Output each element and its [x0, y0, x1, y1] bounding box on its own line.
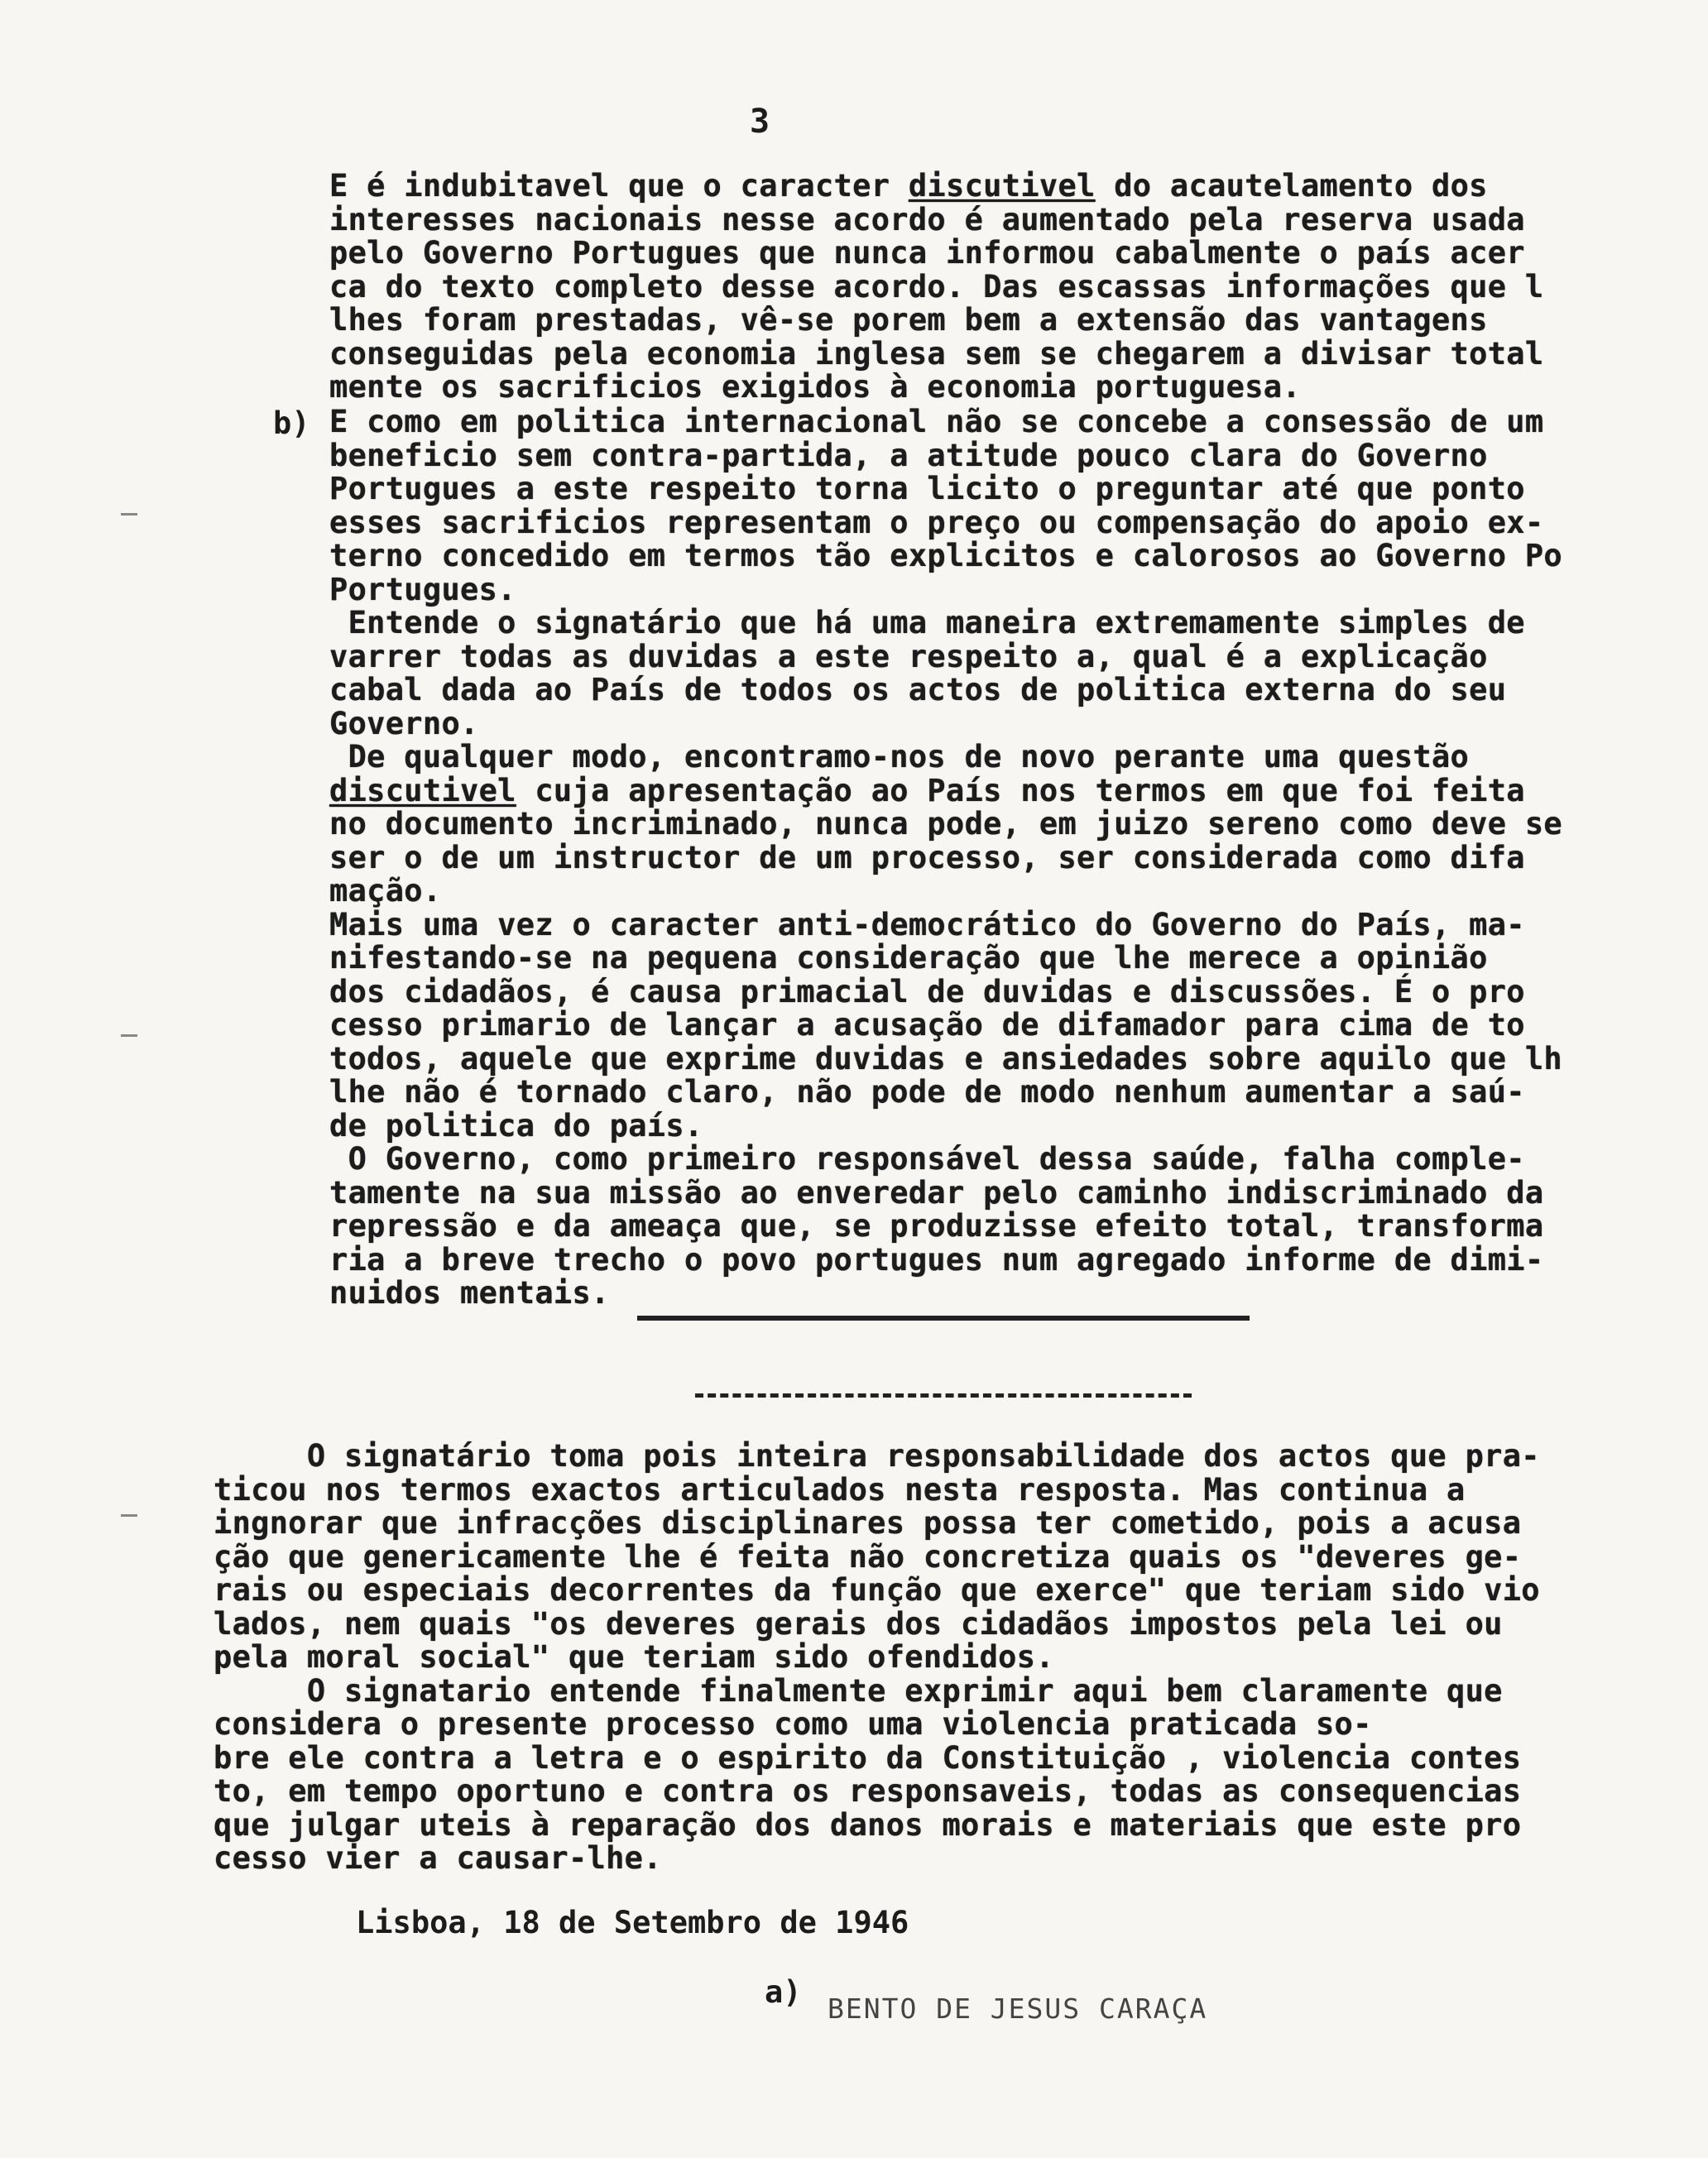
text-line: mação. [329, 873, 442, 909]
text-line: repressão e da ameaça que, se produzisse efeito total, transforma [329, 1208, 1544, 1244]
text-line: O signatário toma pois inteira responsabilidade dos actos que pra- [214, 1438, 1540, 1474]
margin-mark [121, 513, 137, 516]
text-line: ser o de um instructor de um processo, ser considerada como difa [329, 839, 1525, 875]
margin-mark [121, 1034, 137, 1037]
text-line: que julgar uteis à reparação dos danos morais e materiais que este pro [214, 1806, 1522, 1843]
margin-mark [121, 1514, 137, 1517]
text-line: De qualquer modo, encontramo-nos de novo perante uma questão [329, 739, 1470, 774]
text-line: to, em tempo oportuno e contra os responsaveis, todas as consequencias [214, 1773, 1522, 1809]
text-line: varrer todas as duvidas a este respeito a, qual é a explicação [329, 638, 1488, 674]
text-line: conseguidas pela economia inglesa sem se chegarem a divisar total [329, 335, 1544, 372]
text-line: ca do texto completo desse acordo. Das escassas informações que l [329, 268, 1544, 305]
text-line: ingnorar que infracções disciplinares possa ter cometido, pois a acusa [214, 1505, 1522, 1541]
text-line: cesso vier a causar-lhe. [214, 1840, 662, 1876]
text-line: cabal dada ao País de todos os actos de politica externa do seu [329, 672, 1507, 707]
underlined-word: discutivel [908, 168, 1096, 204]
text-line: Portugues a este respeito torna licito o preguntar até que ponto [329, 471, 1525, 506]
text-line: nuidos mentais. [329, 1275, 610, 1311]
text-line: discutivel cuja apresentação ao País nos termos em que foi feita [329, 772, 1525, 808]
date-line: Lisboa, 18 de Setembro de 1946 [356, 1905, 909, 1940]
text-line: ção que genericamente lhe é feita não concretiza quais os "deveres ge- [214, 1538, 1522, 1575]
text-line: ria a breve trecho o povo portugues num agregado informe de dimi- [329, 1241, 1544, 1278]
signature-name: BENTO DE JESUS CARAÇA [828, 1993, 1208, 2025]
text-line: lhe não é tornado claro, não pode de modo nenhum aumentar a saú- [329, 1074, 1525, 1110]
text-line: mente os sacrificios exigidos à economia portuguesa. [329, 369, 1301, 405]
text-line: esses sacrificios representam o preço ou compensação do apoio ex- [329, 504, 1544, 540]
text-line: lados, nem quais "os deveres gerais dos cidadãos impostos pela lei ou [214, 1605, 1503, 1642]
text-line: ticou nos termos exactos articulados nesta resposta. Mas continua a [214, 1471, 1466, 1508]
text-line: todos, aquele que exprime duvidas e ansiedades sobre aquilo que lh [329, 1040, 1563, 1077]
dashed-separator [695, 1393, 1192, 1398]
text-line: beneficio sem contra-partida, a atitude pouco clara do Governo [329, 437, 1488, 473]
text-line: O Governo, como primeiro responsável dessa saúde, falha comple- [329, 1141, 1525, 1177]
text-line: O signatario entende finalmente exprimir aqui bem claramente que [214, 1672, 1503, 1709]
item-b-marker: b) [273, 405, 310, 441]
text-line: E como em politica internacional não se concebe a consessão de um [329, 404, 1544, 439]
text-line: pela moral social" que teriam sido ofendidos. [214, 1639, 1054, 1675]
text-line: de politica do país. [329, 1107, 703, 1144]
text-line: considera o presente processo como uma violencia praticada so- [214, 1706, 1372, 1742]
text-line: lhes foram prestadas, vê-se porem bem a extensão das vantagens [329, 302, 1488, 338]
page-number: 3 [750, 103, 770, 141]
underlined-word: discutivel [329, 772, 516, 808]
text-line: interesses nacionais nesse acordo é aumentado pela reserva usada [329, 201, 1525, 237]
text-line: pelo Governo Portugues que nunca informou cabalmente o país acer [329, 235, 1525, 271]
text-line: bre ele contra a letra e o espirito da Constituição , violencia contes [214, 1739, 1522, 1776]
text-line: E é indubitavel que o caracter discutivel do acautelamento dos [329, 168, 1488, 204]
signature-prefix: a) [765, 1974, 802, 2010]
text-line: rais ou especiais decorrentes da função que exerce" que teriam sido vio [214, 1572, 1540, 1608]
text-line: Governo. [329, 705, 479, 741]
text-line: no documento incriminado, nunca pode, em juizo sereno como deve se [329, 806, 1563, 842]
text-line: cesso primario de lançar a acusação de difamador para cima de to [329, 1007, 1525, 1043]
text-line: Mais uma vez o caracter anti-democrático do Governo do País, ma- [329, 906, 1525, 942]
text-line: tamente na sua missão ao enveredar pelo caminho indiscriminado da [329, 1174, 1544, 1211]
text-line: Portugues. [329, 571, 516, 607]
text-line: terno concedido em termos tão explicitos e calorosos ao Governo Po [329, 538, 1563, 573]
text-line: dos cidadãos, é causa primacial de duvidas e discussões. É o pro [329, 973, 1525, 1009]
text-line: Entende o signatário que há uma maneira extremamente simples de [329, 605, 1525, 640]
text-line: nifestando-se na pequena consideração que lhe merece a opinião [329, 940, 1488, 976]
separator-rule [637, 1316, 1250, 1321]
